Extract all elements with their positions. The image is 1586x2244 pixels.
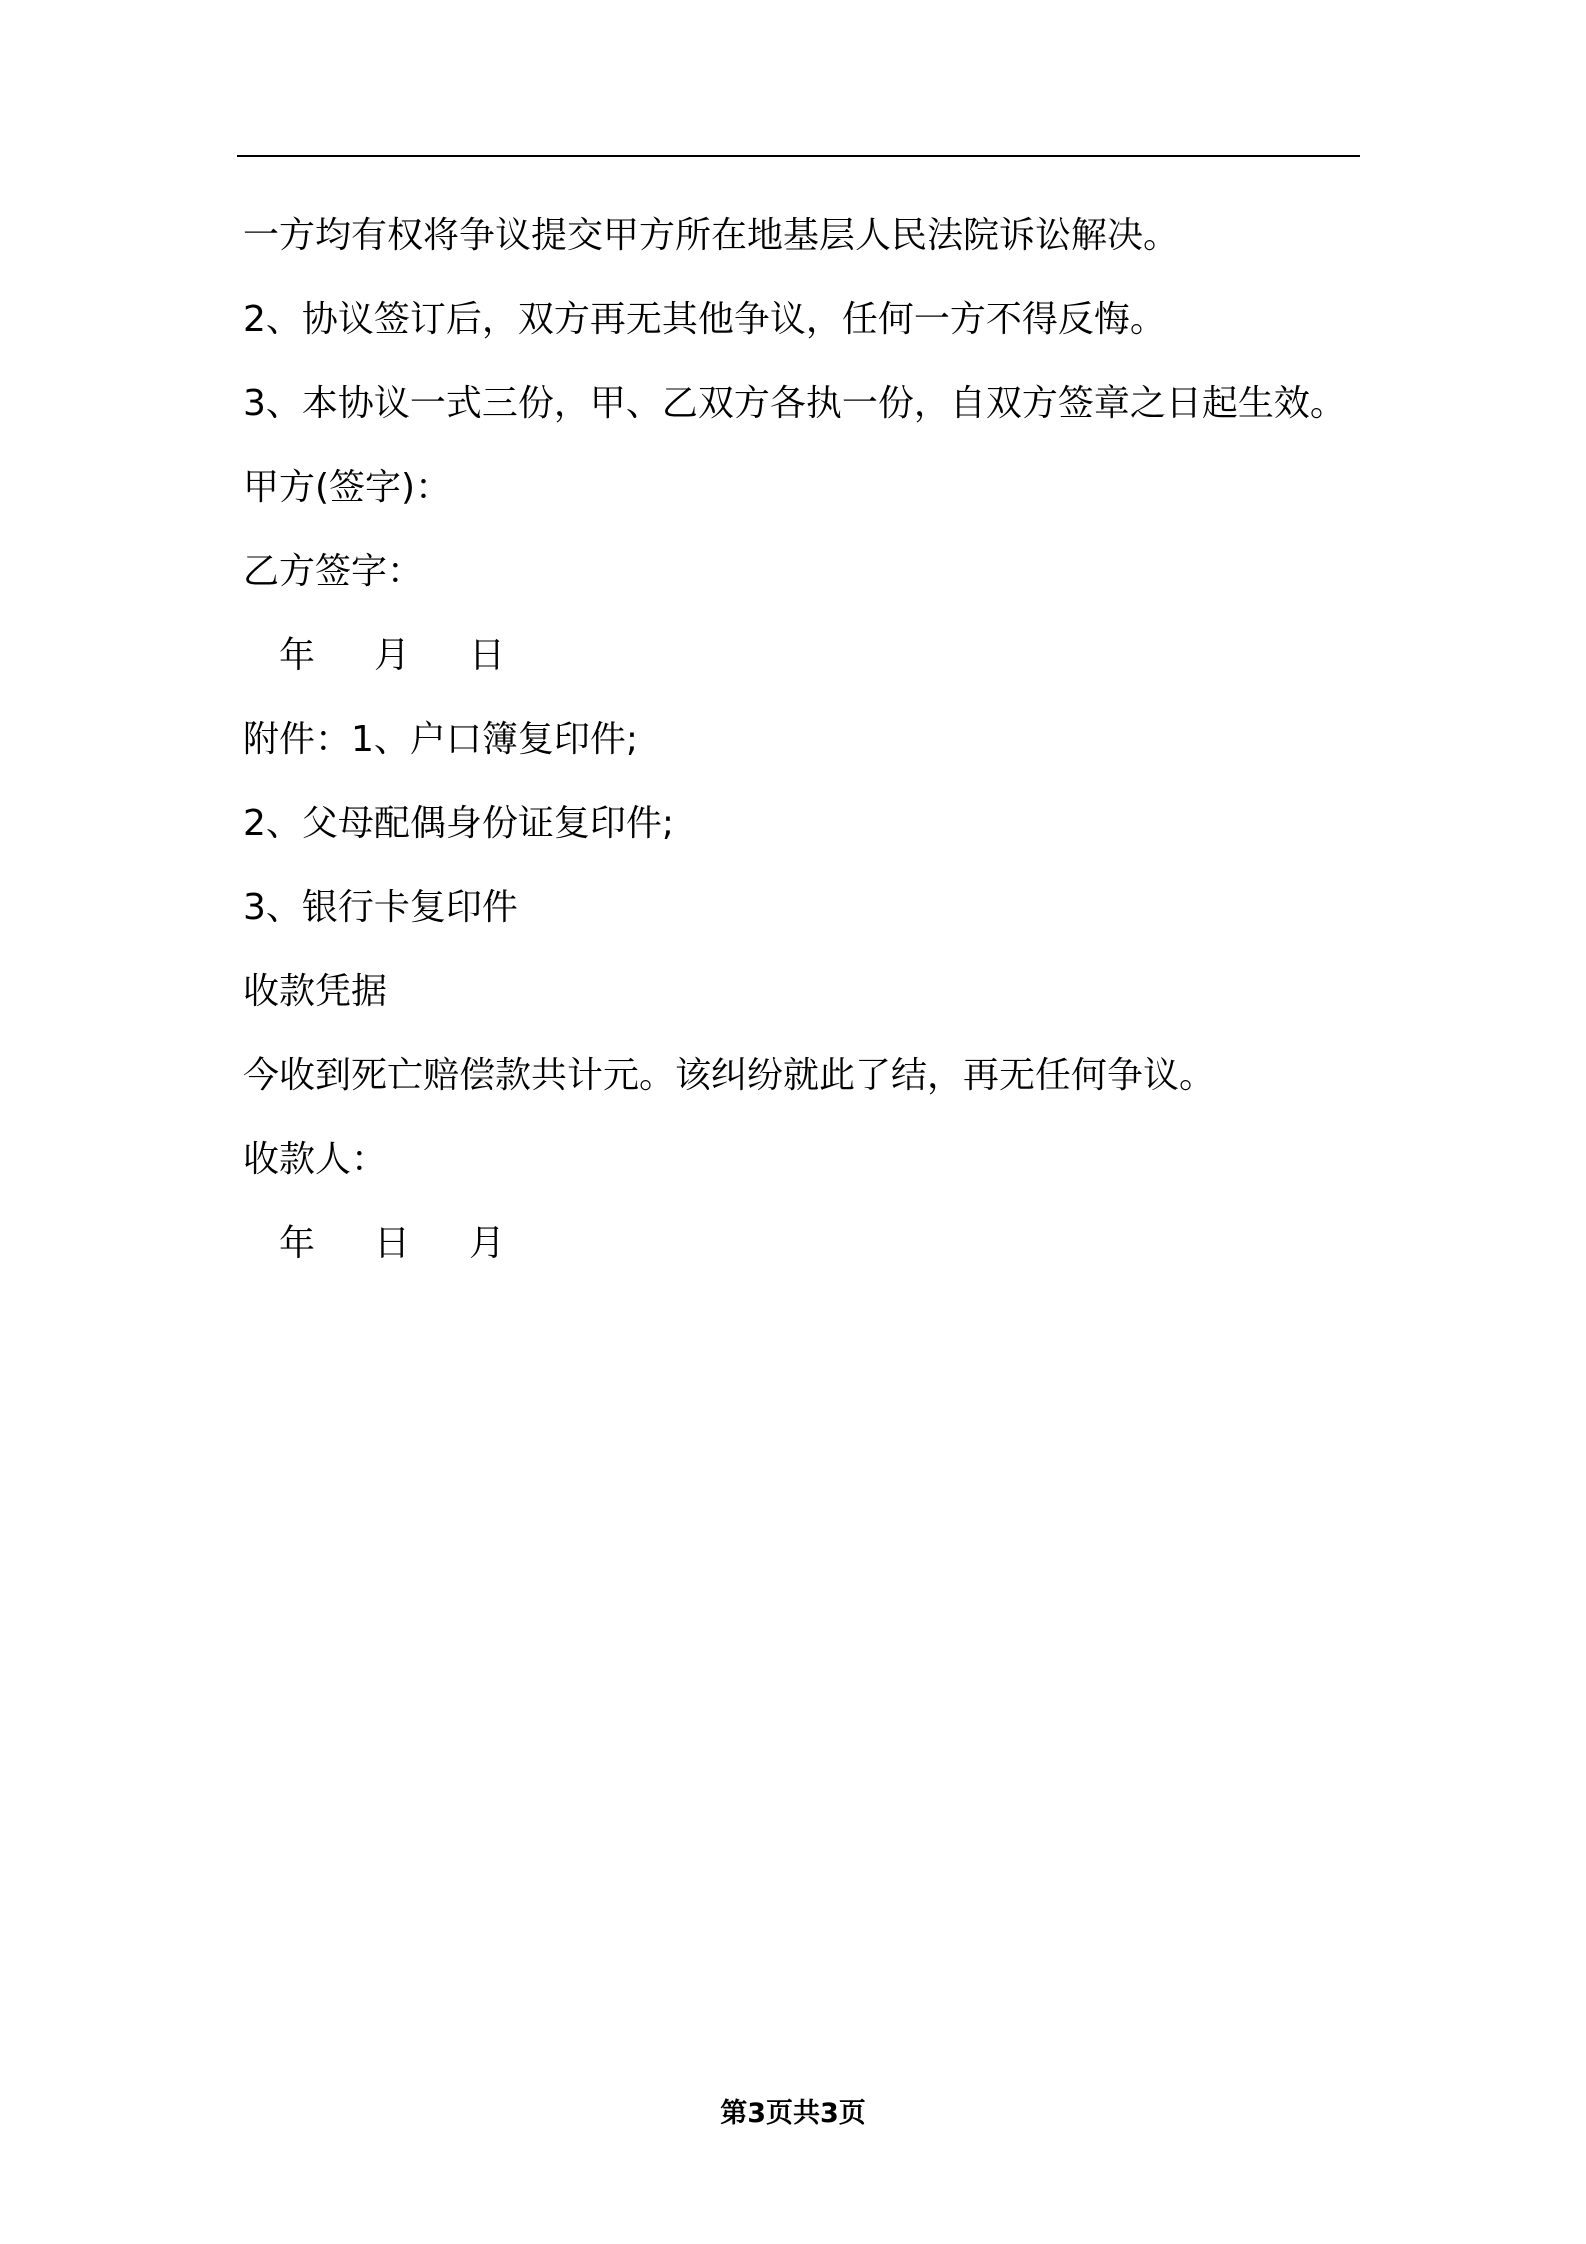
- receipt-statement: 今收到死亡赔偿款共计元。该纠纷就此了结，再无任何争议。: [243, 1055, 1216, 1096]
- paragraph-dispute-clause: 一方均有权将争议提交甲方所在地基层人民法院诉讼解决。: [243, 215, 1180, 256]
- receipt-date-day-label: 日: [374, 1223, 411, 1264]
- signature-date-line: [243, 614, 1393, 698]
- date-month-label: 月: [374, 635, 411, 676]
- party-a-signature-label: 甲方(签字)：: [243, 467, 452, 508]
- attachment-item-2: 2、父母配偶身份证复印件;: [243, 803, 675, 844]
- receipt-date-line: [243, 1202, 1393, 1286]
- paragraph-no-regret-clause: 2、协议签订后，双方再无其他争议，任何一方不得反悔。: [243, 299, 1166, 340]
- payee-label: 收款人：: [243, 1139, 388, 1180]
- receipt-heading: 收款凭据: [243, 971, 388, 1012]
- attachment-item-3: 3、银行卡复印件: [243, 887, 518, 928]
- party-b-signature-label: 乙方签字：: [243, 551, 424, 592]
- header-rule: [237, 155, 1360, 157]
- date-day-label: 日: [469, 635, 506, 676]
- receipt-date-month-label: 月: [469, 1223, 506, 1264]
- page-number-footer: 第3页共3页: [720, 2098, 866, 2129]
- receipt-date-year-label: 年: [279, 1223, 316, 1264]
- attachment-item-1: 附件：1、户口簿复印件;: [243, 719, 639, 760]
- paragraph-copies-clause: 3、本协议一式三份，甲、乙双方各执一份，自双方签章之日起生效。: [243, 383, 1346, 424]
- document-body: [243, 194, 1393, 1286]
- date-year-label: 年: [279, 635, 316, 676]
